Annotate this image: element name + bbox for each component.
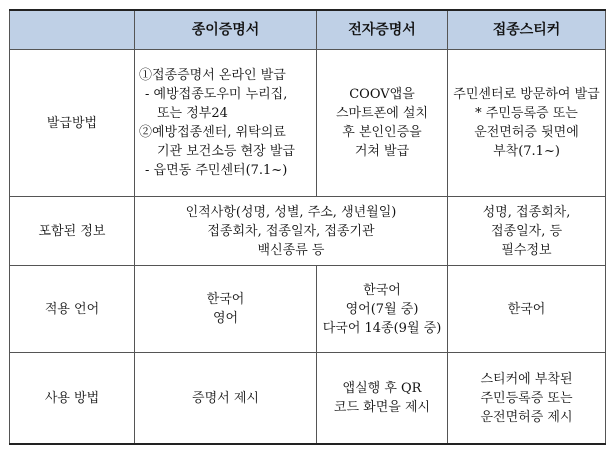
- cell-issue-digital: [317, 50, 448, 197]
- label-included-info: 포함된 정보: [10, 197, 135, 266]
- cell-use-sticker: [448, 353, 606, 445]
- issue-digital-line-3: 후 본인인증을: [342, 125, 422, 140]
- info-sticker-line-3: 필수정보: [501, 242, 552, 258]
- issue-paper-line-1: ①접종증명서 온라인 발급: [139, 68, 286, 83]
- lang-paper-line-2: 영어: [212, 311, 239, 326]
- use-digital-line-1: 앱실행 후 QR: [342, 381, 422, 396]
- vaccination-certificate-table-container: [9, 9, 605, 445]
- issue-sticker-line-3: 운전면허증 뒷면에: [474, 125, 579, 140]
- issue-paper-line-5: 기관 보건소등 현장 발급: [157, 144, 295, 159]
- info-sticker-line-2: 접종일자, 등: [490, 223, 563, 239]
- cell-info-sticker: [448, 197, 606, 266]
- use-sticker-line-2: 주민등록증 또는: [480, 390, 573, 406]
- header-paper-certificate: 종이증명서: [135, 10, 317, 50]
- info-line-2: 접종회차, 접종일자, 접종기관: [207, 223, 375, 239]
- use-sticker-line-3: 운전면허증 제시: [480, 409, 573, 425]
- issue-digital-line-4: 거쳐 발급: [354, 144, 410, 159]
- cell-use-paper: 증명서 제시: [135, 353, 317, 445]
- issue-digital-line-1: COOV앱을: [349, 87, 415, 102]
- cell-info-paper-digital: [135, 197, 448, 266]
- cell-lang-paper: [135, 266, 317, 353]
- lang-digital-line-2: 영어(7월 중): [345, 301, 419, 317]
- cell-issue-sticker: [448, 50, 606, 197]
- cell-use-digital: [317, 353, 448, 445]
- issue-paper-line-2: - 예방접종도우미 누리집,: [145, 87, 288, 102]
- issue-sticker-line-2: * 주민등록증 또는: [475, 106, 578, 121]
- row-language: [10, 266, 606, 353]
- header-vaccination-sticker: 접종스티커: [448, 10, 606, 50]
- use-sticker-line-1: 스티커에 부착된: [480, 371, 573, 387]
- issue-sticker-line-1: 주민센터로 방문하여 발급: [453, 87, 600, 102]
- lang-paper-line-1: 한국어: [206, 292, 245, 307]
- header-digital-certificate: 전자증명서: [317, 10, 448, 50]
- issue-paper-line-3: 또는 정부24: [157, 106, 228, 121]
- issue-sticker-line-4: 부착(7.1~): [493, 144, 560, 159]
- lang-digital-line-3: 다국어 14종(9월 중): [322, 320, 442, 336]
- issue-paper-line-4: ②예방접종센터, 위탁의료: [139, 125, 286, 140]
- cell-lang-sticker: 한국어: [448, 266, 606, 353]
- use-digital-line-2: 코드 화면을 제시: [333, 400, 431, 415]
- label-language: 적용 언어: [10, 266, 135, 353]
- row-usage: [10, 353, 606, 445]
- info-line-1: 인적사항(성명, 성별, 주소, 생년월일): [185, 204, 397, 220]
- label-issue-method: 발급방법: [10, 50, 135, 197]
- info-line-3: 백신종류 등: [257, 242, 325, 258]
- header-corner: [10, 10, 135, 50]
- cell-lang-digital: [317, 266, 448, 353]
- issue-digital-line-2: 스마트폰에 설치: [335, 106, 429, 121]
- lang-digital-line-1: 한국어: [363, 282, 401, 298]
- row-issue-method: [10, 50, 606, 197]
- header-row: [10, 10, 606, 50]
- label-usage: 사용 방법: [10, 353, 135, 445]
- issue-paper-line-6: - 읍면동 주민센터(7.1~): [145, 163, 288, 178]
- cell-issue-paper: [135, 50, 317, 197]
- vaccination-certificate-table: [9, 9, 606, 445]
- row-included-info: [10, 197, 606, 266]
- info-sticker-line-1: 성명, 접종회차,: [482, 204, 571, 220]
